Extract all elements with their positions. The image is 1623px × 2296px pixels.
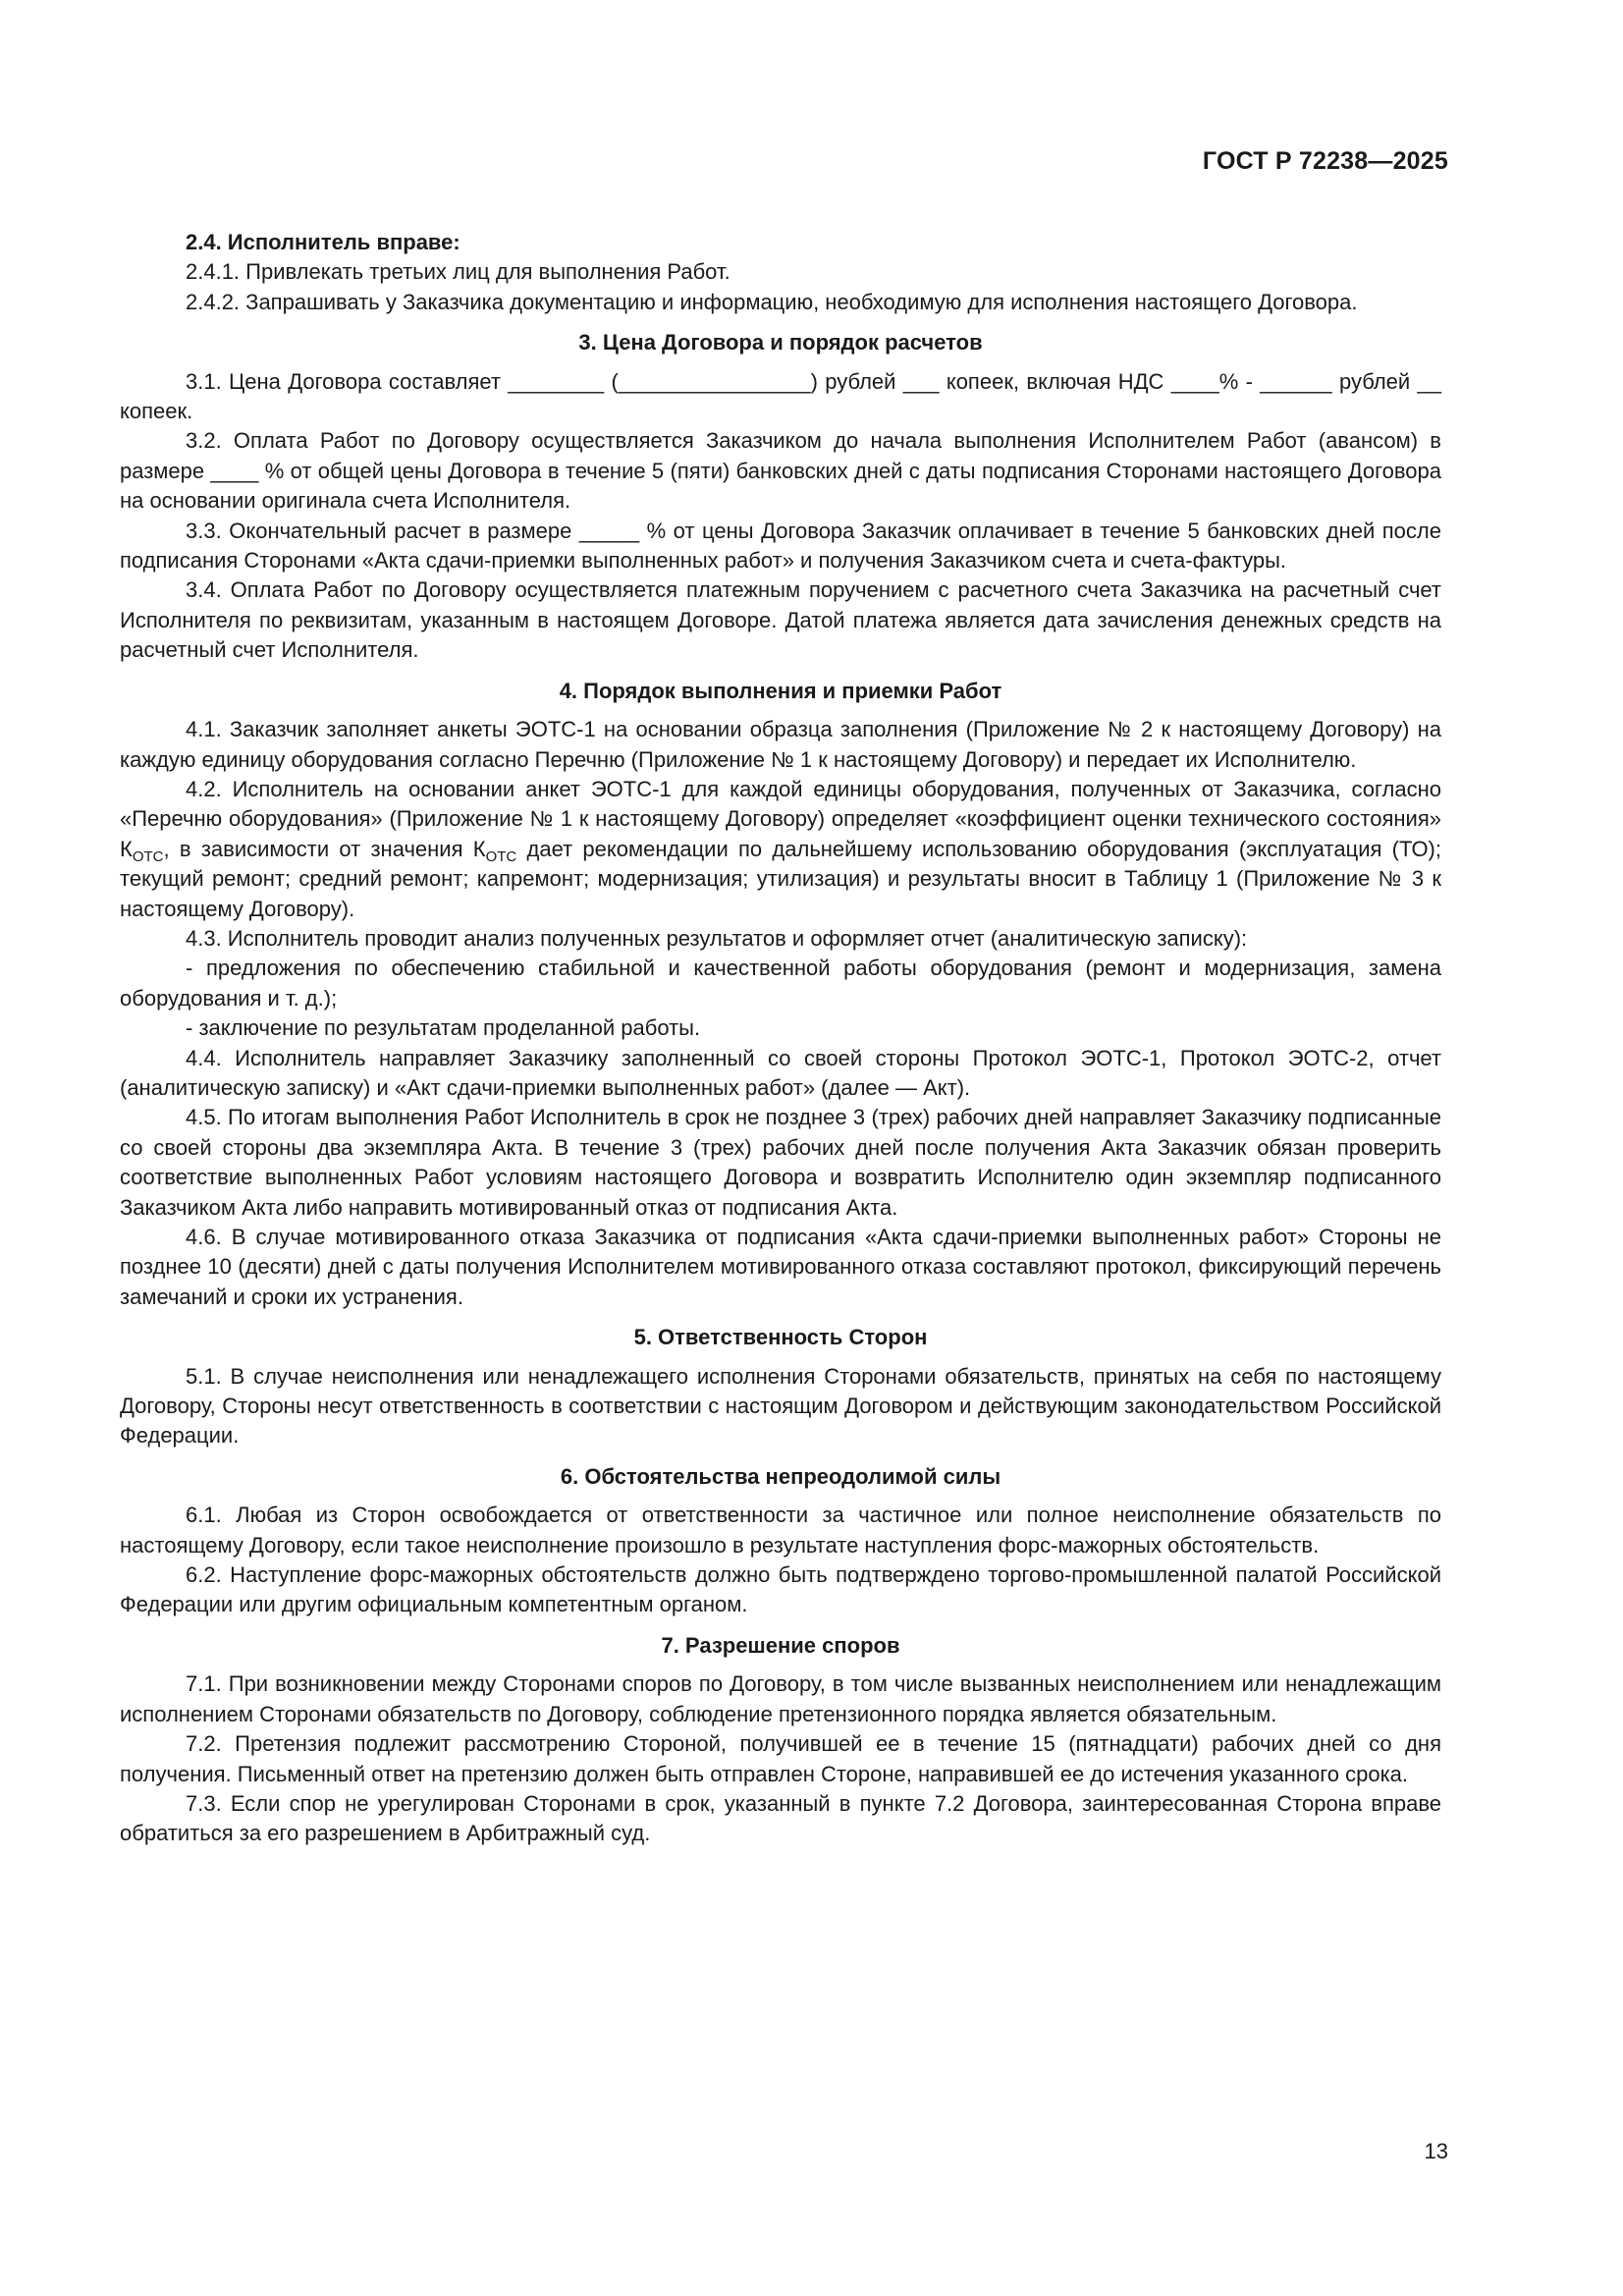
clause-2-4-2: 2.4.2. Запрашивать у Заказчика документацию и информацию, необходимую для исполнения настоящего Договора. bbox=[186, 289, 1358, 314]
clause-4-2-part-1: 4.2. Исполнитель на основании анкет ЭОТС-1 для каждой единицы оборудования, полученных от Заказчика, согласно «Перечню оборудования» (Приложение № 1 к настоящему Договору) определяет «коэффициент оценки технического состояния» К bbox=[120, 776, 1441, 861]
clause-4-2-part-2: , в зависимости от значения К bbox=[163, 836, 486, 861]
clause-4-6: 4.6. В случае мотивированного отказа Заказчика от подписания «Акта сдачи-приемки выполненных работ» Стороны не позднее 10 (десяти) дней с даты получения Исполнителем мотивированного отказа составляют протокол, фиксирующий перечень замечаний и сроки их устранения. bbox=[120, 1225, 1441, 1309]
page-number: 13 bbox=[1424, 2139, 1448, 2163]
section-5-title: 5. Ответственность Сторон bbox=[633, 1325, 928, 1350]
clause-4-3-item-1: - предложения по обеспечению стабильной и качественной работы оборудования (ремонт и модернизация, замена оборудования и т. д.); bbox=[120, 956, 1441, 1011]
subscript-ots: ОТС bbox=[485, 847, 517, 865]
clause-6-1: 6.1. Любая из Сторон освобождается от ответственности за частичное или полное неисполнение обязательств по настоящему Договору, если такое неисполнение произошло в результате наступления форс-мажорных обстоятельств. bbox=[120, 1503, 1441, 1558]
clause-2-4-1: 2.4.1. Привлекать третьих лиц для выполнения Работ. bbox=[186, 259, 730, 285]
clause-2-4-heading: 2.4. Исполнитель вправе: bbox=[186, 230, 460, 254]
document-code-header: ГОСТ Р 72238—2025 bbox=[1202, 147, 1448, 175]
clause-7-3: 7.3. Если спор не урегулирован Сторонами в срок, указанный в пункте 7.2 Договора, заинтересованная Сторона вправе обратиться за его разрешением в Арбитражный суд. bbox=[120, 1790, 1441, 1846]
clause-3-2: 3.2. Оплата Работ по Договору осуществляется Заказчиком до начала выполнения Исполнителем Работ (авансом) в размере ____ % от общей цены Договора в течение 5 (пяти) банковских дней с даты подписания Сторонами настоящего Договора на основании оригинала счета Исполнителя. bbox=[120, 428, 1441, 514]
clause-7-1: 7.1. При возникновении между Сторонами споров по Договору, в том числе вызванных неисполнением или ненадлежащим исполнением Сторонами обязательств по Договору, соблюдение претензионного порядка является обязательным. bbox=[120, 1671, 1441, 1726]
clause-4-4: 4.4. Исполнитель направляет Заказчику заполненный со своей стороны Протокол ЭОТС-1, Протокол ЭОТС-2, отчет (аналитическую записку) и «Акт сдачи-приемки выполненных работ» (далее — Акт). bbox=[120, 1045, 1441, 1100]
section-7-title: 7. Разрешение споров bbox=[661, 1632, 900, 1658]
clause-3-1: 3.1. Цена Договора составляет ________ (________________) рублей ___ копеек, включая НДС ____% - ______ рублей __ копеек. bbox=[120, 368, 1441, 424]
subscript-ots: ОТС bbox=[132, 847, 164, 865]
clause-3-3: 3.3. Окончательный расчет в размере _____ % от цены Договора Заказчик оплачивает в течение 5 банковских дней после подписания Сторонами «Акта сдачи-приемки выполненных работ» и получения Заказчиком счета и счета-фактуры. bbox=[120, 518, 1441, 574]
clause-5-1: 5.1. В случае неисполнения или ненадлежащего исполнения Сторонами обязательств, принятых на себя по настоящему Договору, Стороны несут ответственность в соответствии с настоящим Договором и действующим законодательством Российской Федерации. bbox=[120, 1363, 1441, 1449]
clause-4-1: 4.1. Заказчик заполняет анкеты ЭОТС-1 на основании образца заполнения (Приложение № 2 к настоящему Договору) на каждую единицу оборудования согласно Перечню (Приложение № 1 к настоящему Договору) и передает их Исполнителю. bbox=[120, 717, 1441, 772]
section-6-title: 6. Обстоятельства непреодолимой силы bbox=[560, 1463, 1001, 1489]
clause-4-2-part-3: дает рекомендации по дальнейшему использованию оборудования (эксплуатация (ТО); текущий ремонт; средний ремонт; капремонт; модернизация; утилизация) и результаты вносит в Таблицу 1 (Приложение № 3 к настоящему Договору). bbox=[120, 836, 1441, 921]
section-4-title: 4. Порядок выполнения и приемки Работ bbox=[559, 678, 1002, 703]
clause-4-2 bbox=[120, 775, 1441, 924]
clause-3-4: 3.4. Оплата Работ по Договору осуществляется платежным поручением с расчетного счета Заказчика на расчетный счет Исполнителя по реквизитам, указанным в настоящем Договоре. Датой платежа является дата зачисления денежных средств на расчетный счет Исполнителя. bbox=[120, 577, 1441, 663]
clause-4-5: 4.5. По итогам выполнения Работ Исполнитель в срок не позднее 3 (трех) рабочих дней направляет Заказчику подписанные со своей стороны два экземпляра Акта. В течение 3 (трех) рабочих дней после получения Акта Заказчик обязан проверить соответствие выполненных Работ условиям настоящего Договора и возвратить Исполнителю один экземпляр подписанного Заказчиком Акта либо направить мотивированный отказ от подписания Акта. bbox=[120, 1105, 1441, 1220]
clause-6-2: 6.2. Наступление форс-мажорных обстоятельств должно быть подтверждено торгово-промышленной палатой Российской Федерации или другим официальным компетентным органом. bbox=[120, 1562, 1441, 1617]
clause-4-3: 4.3. Исполнитель проводит анализ полученных результатов и оформляет отчет (аналитическую записку): bbox=[186, 925, 1248, 951]
clause-4-3-item-2: - заключение по результатам проделанной работы. bbox=[186, 1015, 701, 1041]
clause-7-2: 7.2. Претензия подлежит рассмотрению Стороной, получившей ее в течение 15 (пятнадцати) рабочих дней со дня получения. Письменный ответ на претензию должен быть отправлен Стороне, направившей ее до истечения указанного срока. bbox=[120, 1731, 1441, 1786]
document-body bbox=[120, 228, 1441, 1849]
section-3-title: 3. Цена Договора и порядок расчетов bbox=[578, 330, 983, 355]
